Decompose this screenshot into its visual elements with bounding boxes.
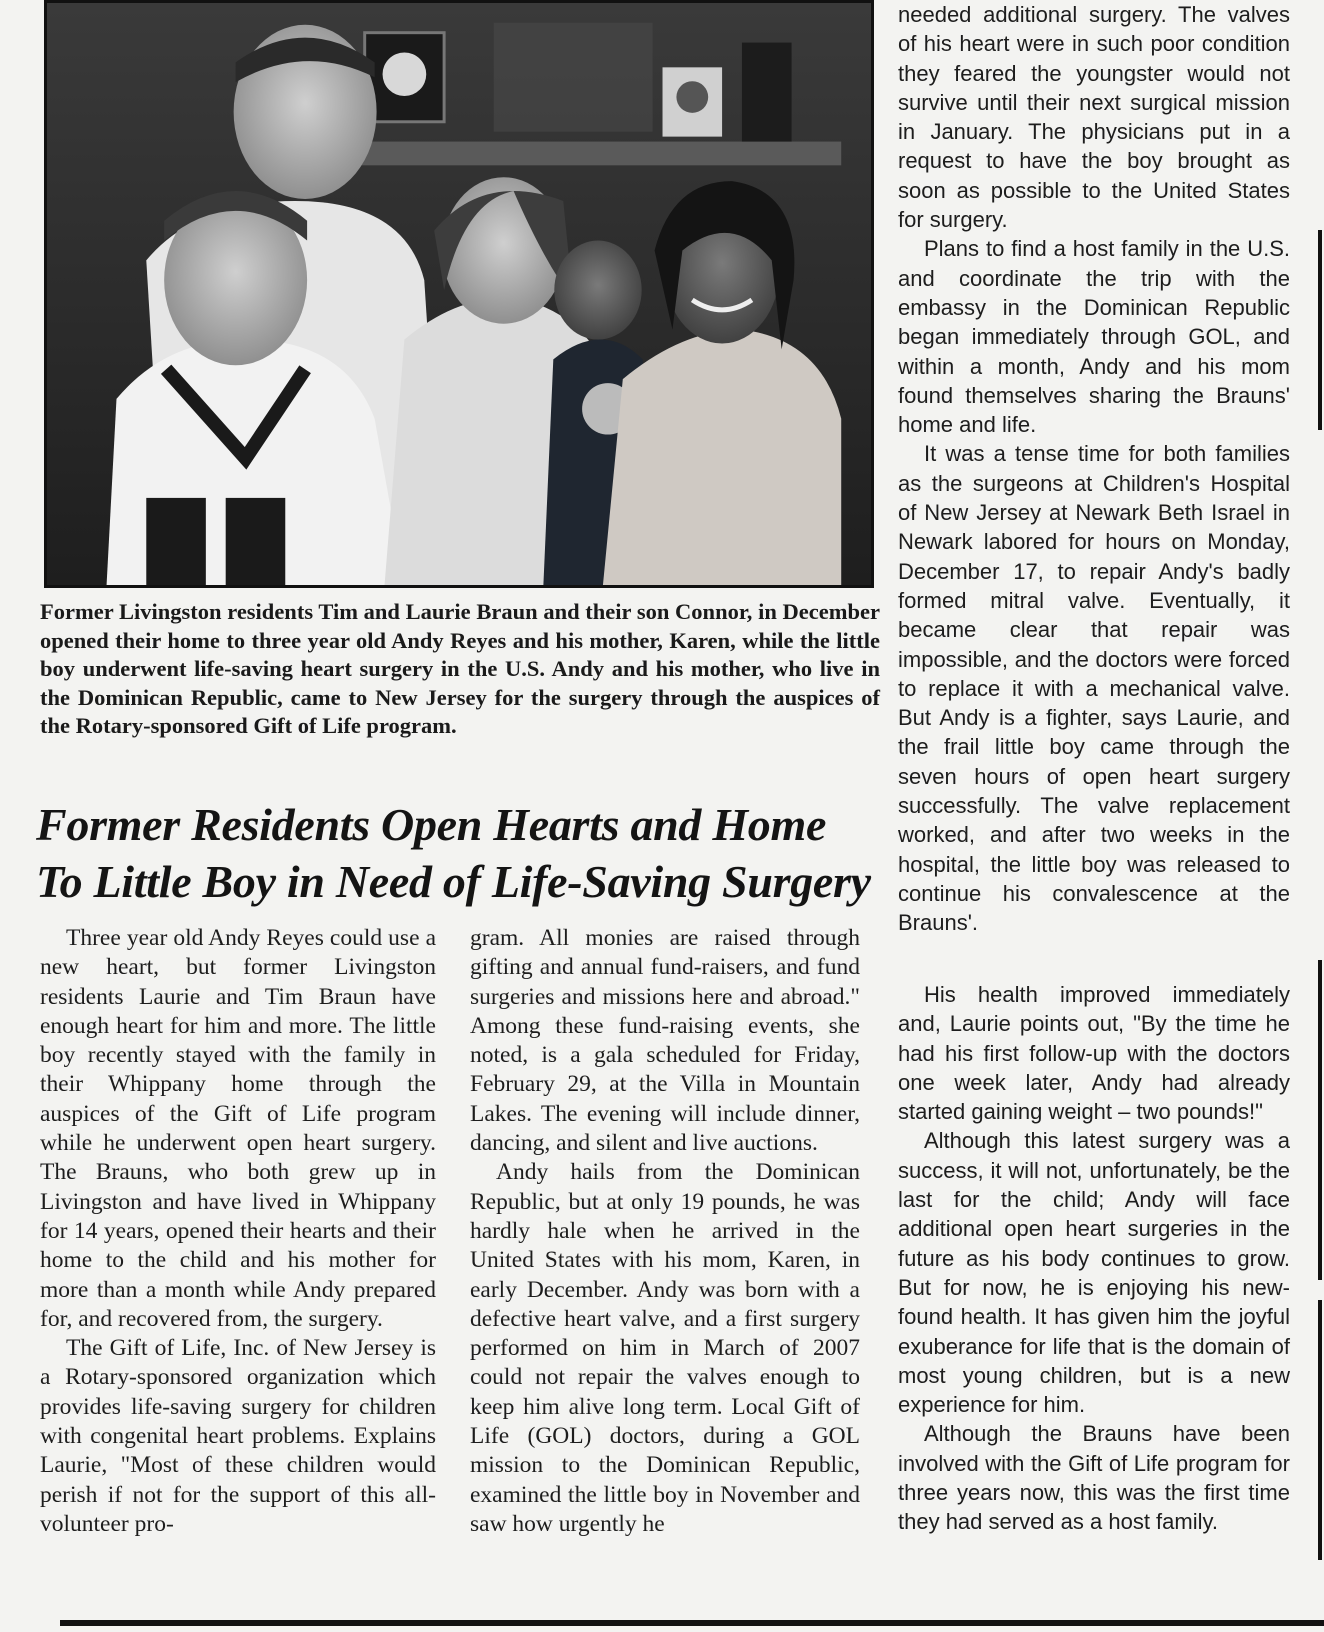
page-edge-mark: [1318, 230, 1322, 430]
page-edge-mark: [1318, 1300, 1322, 1560]
bottom-rule: [60, 1620, 1324, 1626]
paragraph: Although this latest surgery was a success, it will not, unfortunately, be the last for the child; Andy will face additional open heart surgeries in the future as his body continues to grow. But for now, he is enjoying his new-found health. It has given him the joyful exuberance for life that is the domain of most young children, but is a new experience for him.: [898, 1128, 1290, 1418]
paragraph: Andy hails from the Dominican Republic, but at only 19 pounds, he was hardly hale when he arrived in the United States with his mom, Karen, in early December. Andy was born with a defective heart valve, and a first surgery performed on him in March of 2007 could not repair the valves enough to keep him alive long term. Local Gift of Life (GOL) doctors, during a GOL mission to the Dominican Republic, examined the little boy in November and saw how urgently he: [470, 1159, 860, 1537]
article-headline: [36, 796, 896, 910]
paragraph: Although the Brauns have been involved with the Gift of Life program for three years now, this was the first time they had served as a host family.: [898, 1421, 1290, 1535]
article-column-1: [40, 924, 436, 1539]
paragraph: Three year old Andy Reyes could use a new heart, but former Livingston residents Laurie and Tim Braun have enough heart for him and more. The little boy recently stayed with the family in their Whippany home through the auspices of the Gift of Life program while he underwent open heart surgery. The Brauns, who both grew up in Livingston and have lived in Whippany for 14 years, opened their hearts and their home to the child and his mother for more than a month while Andy prepared for, and recovered from, the surgery.: [40, 925, 436, 1332]
article-column-3-bottom: [898, 980, 1290, 1537]
paragraph: It was a tense time for both families as the surgeons at Children's Hospital of New Jersey at Newark Beth Israel in Newark labored for hours on Monday, December 17, to repair Andy's badly formed mitral valve. Eventually, it became clear that repair was impossible, and the doctors were forced to replace it with a mechanical valve. But Andy is a fighter, says Laurie, and the frail little boy came through the seven hours of open heart surgery successfully. The valve replacement worked, and after two weeks in the hospital, the little boy was released to continue his convalescence at the Brauns'.: [898, 441, 1290, 936]
photo-image: [47, 3, 871, 585]
page-edge-mark: [1318, 960, 1322, 1280]
article-column-3-top: [898, 0, 1290, 938]
paragraph: Plans to find a host family in the U.S. and coordinate the trip with the embassy in the Dominican Republic began immediately through GOL, and within a month, Andy and his mom found themselves sharing the Brauns' home and life.: [898, 236, 1290, 438]
paragraph: gram. All monies are raised through gifting and annual fund-raisers, and fund surgeries and missions here and abroad." Among these fund-raising events, she noted, is a gala scheduled for Friday, February 29, at the Villa in Mountain Lakes. The evening will include dinner, dancing, and silent and live auctions.: [470, 925, 860, 1157]
headline-line-1: Former Residents Open Hearts and Home: [36, 799, 827, 850]
family-photo: [44, 0, 874, 588]
paragraph: The Gift of Life, Inc. of New Jersey is a Rotary-sponsored organization which provides life-saving surgery for children with congenital heart problems. Explains Laurie, "Most of these children would perish if not for the support of this all-volunteer pro-: [40, 1335, 436, 1537]
article-column-2: [470, 924, 860, 1539]
headline-line-2: To Little Boy in Need of Life-Saving Surgery: [36, 856, 871, 907]
paragraph: His health improved immediately and, Laurie points out, "By the time he had his first follow-up with the doctors one week later, Andy had already started gaining weight – two pounds!": [898, 982, 1290, 1125]
photo-caption: Former Livingston residents Tim and Laurie Braun and their son Connor, in December opened their home to three year old Andy Reyes and his mother, Karen, while the little boy underwent life-saving heart surgery in the U.S. Andy and his mother, who live in the Dominican Republic, came to New Jersey for the surgery through the auspices of the Rotary-sponsored Gift of Life program.: [40, 599, 880, 738]
paragraph: needed additional surgery. The valves of his heart were in such poor condition they feared the youngster would not survive until their next surgical mission in January. The physicians put in a request to have the boy brought as soon as possible to the United States for surgery.: [898, 2, 1290, 233]
